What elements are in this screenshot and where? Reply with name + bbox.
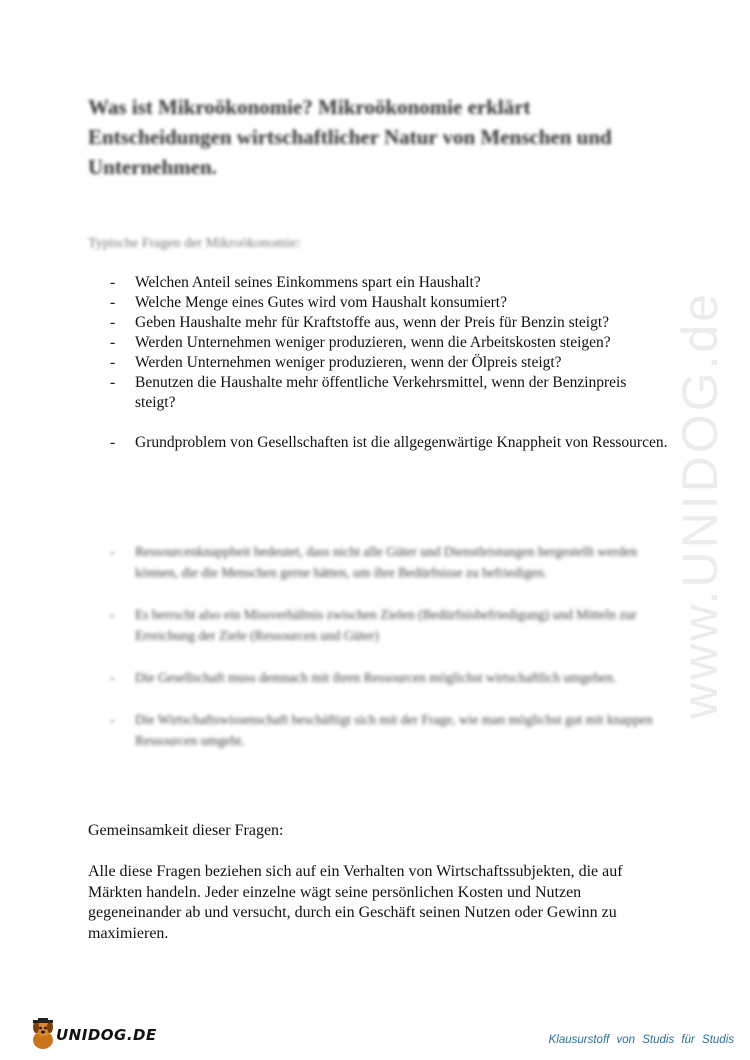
unidog-logo[interactable] [28,1018,158,1054]
list-item: - Werden Unternehmen weniger produzieren, wenn die Arbeitskosten steigen? [110,333,670,353]
blurred-list-item: - Es herrscht also ein Missverhältnis zwischen Zielen (Bedürfnisbefriedigung) und Mitteln zur Erreichung der Ziele (Ressourcen und Güter) [110,604,670,646]
blurred-points-list [110,541,670,772]
footer-tagline: Klausurstoff von Studis für Studis [548,1034,734,1046]
blurred-list-item: - Die Gesellschaft muss demnach mit ihren Ressourcen möglichst wirtschaftlich umgehen. [110,667,670,688]
commonality-paragraph: Alle diese Fragen beziehen sich auf ein Verhalten von Wirtschaftssubjekten, die auf Märkten handeln. Jeder einzelne wägt seine persönlichen Kosten und Nutzen gegeneinander ab und versucht, durch ein Geschäft seinen Nutzen oder Gewinn zu maximieren. [88,863,623,942]
questions-list [110,273,670,453]
blurred-list-item: - Die Wirtschaftswissenschaft beschäftigt sich mit der Frage, wie man möglichst gut mit knappen Ressourcen umgeht. [110,709,670,751]
list-item: - Welchen Anteil seines Einkommens spart ein Haushalt? [110,273,670,293]
list-item: - Werden Unternehmen weniger produzieren, wenn der Ölpreis steigt? [110,353,670,373]
list-item: - Geben Haushalte mehr für Kraftstoffe aus, wenn der Preis für Benzin steigt? [110,313,670,333]
dog-mascot-icon [28,1018,58,1052]
logo-text: UNIDOG.DE [56,1026,157,1044]
section-subheading: Typische Fragen der Mikroökonomie: [88,236,301,251]
list-item-problem: - Grundproblem von Gesellschaften ist die allgegenwärtige Knappheit von Ressourcen. [110,433,670,453]
commonality-heading: Gemeinsamkeit dieser Fragen: [88,822,284,839]
page-title: Was ist Mikroökonomie? Mikroökonomie erklärt Entscheidungen wirtschaftlicher Natur von Menschen und Unternehmen. [88,95,612,179]
list-item: - Benutzen die Haushalte mehr öffentliche Verkehrsmittel, wenn der Benzinpreis steigt? [110,373,670,413]
list-item: - Welche Menge eines Gutes wird vom Haushalt konsumiert? [110,293,670,313]
watermark: www.UNIDOG.de [672,291,728,719]
blurred-list-item: - Ressourcenknappheit bedeutet, dass nicht alle Güter und Dienstleistungen hergestellt werden können, die die Menschen gerne hätten, um ihre Bedürfnisse zu befriedigen. [110,541,670,583]
